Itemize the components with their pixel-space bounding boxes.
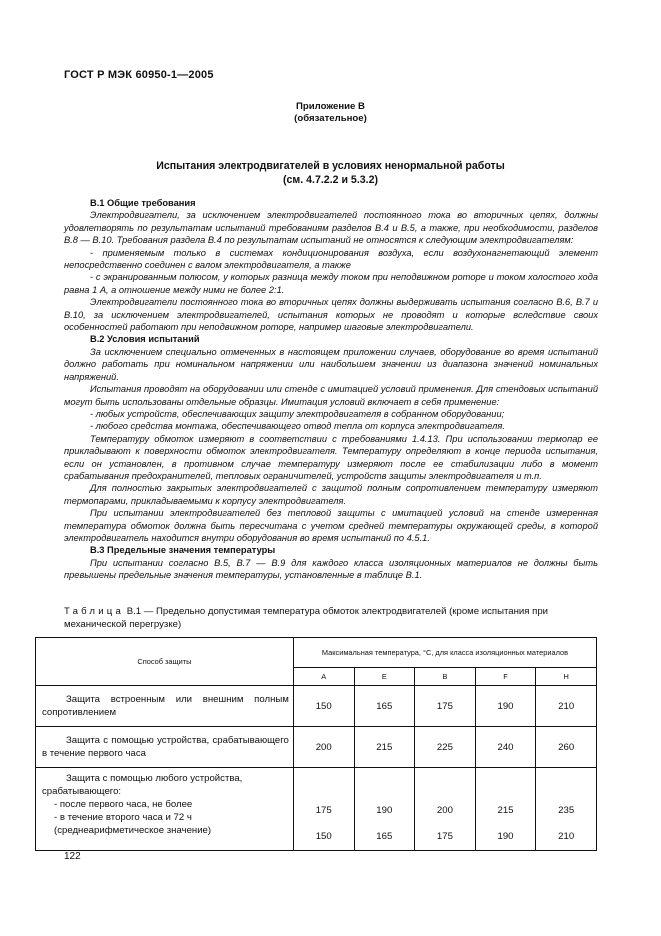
- table-caption-label: Таблица: [64, 606, 125, 617]
- appendix-title: Приложение В: [296, 101, 365, 112]
- table-cell: [475, 768, 536, 851]
- table-cell: [354, 768, 415, 851]
- paragraph: Испытания проводят на оборудовании или стенде с имитацией условий применения. Для стендовых испытаний могут быть использованы отдельные образцы. Имитация условий включает в себя применение:: [64, 384, 598, 407]
- table-cell: 210: [536, 686, 597, 727]
- cell-value: 215: [497, 805, 514, 816]
- cell-value: 175: [436, 831, 453, 842]
- paragraph: Для полностью закрытых электродвигателей с защитой полным сопротивлением температуру измеряют термопарами, прикладываемыми к корпусу электродвигателя.: [64, 483, 598, 506]
- list-item: - любых устройств, обеспечивающих защиту электродвигателя в собранном оборудовании;: [90, 408, 505, 419]
- header-method: Способ защиты: [36, 638, 294, 686]
- row-label: Защита встроенным или внешним полным сопротивлением: [36, 686, 294, 727]
- section-heading-b3: В.3 Предельные значения температуры: [90, 545, 276, 556]
- page-number: 122: [64, 851, 81, 862]
- appendix-subtitle: (обязательное): [294, 113, 367, 124]
- table-row: [36, 768, 597, 851]
- row-label: Защита с помощью устройства, срабатывающего в течение первого часа: [36, 727, 294, 768]
- paragraph: Температуру обмоток измеряют в соответствии с требованиями 1.4.13. При использовании термопар ее прикладывают к поверхности обмоток электродвигателя. Температуру определяют в конце периода испытания, если он установлен, в противном случае температуру измеряют после ее стабилизации либо в момент срабатывания предохранителей, тепловых ограничителей, устройств защиты электродвигателя и т.п.: [64, 433, 598, 481]
- row-label: Защита с помощью любого устройства, срабатывающего:: [42, 773, 243, 797]
- cell-value: 175: [315, 805, 332, 816]
- table-caption-text: В.1 — Предельно допустимая температура обмоток электродвигателей (кроме испытания при механической перегрузке): [64, 606, 549, 630]
- table-cell: 190: [475, 686, 536, 727]
- section-heading-b2: В.2 Условия испытаний: [90, 334, 200, 345]
- row-label-multi: [36, 768, 294, 851]
- table-row: [36, 727, 597, 768]
- list-item: - с экранированным полюсом, у которых разница между током при неподвижном роторе и током холостого хода равна 1 А, а отношение между ними не более 2:1.: [64, 272, 598, 295]
- table-cell: [293, 768, 354, 851]
- temperature-table: [35, 637, 597, 851]
- table-cell: 260: [536, 727, 597, 768]
- table-cell: 165: [354, 686, 415, 727]
- table-cell: 200: [293, 727, 354, 768]
- paragraph: За исключением специально отмеченных в настоящем приложении случаев, оборудование во время испытаний должно работать при номинальном напряжении или наибольшем значении из диапазона значений номинальных напряжений.: [64, 346, 598, 382]
- cell-value: 190: [497, 831, 514, 842]
- body-text: [64, 197, 598, 582]
- table-cell: [415, 768, 476, 851]
- class-header: Н: [536, 668, 597, 686]
- main-title-line2: (см. 4.7.2.2 и 5.3.2): [282, 174, 379, 186]
- class-header: А: [293, 668, 354, 686]
- class-header: F: [475, 668, 536, 686]
- table-cell: 215: [354, 727, 415, 768]
- list-item: - применяемым только в системах кондиционирования воздуха, если воздухонагнетающий элемент непосредственно соединен с валом электродвигателя, а также: [64, 247, 598, 271]
- list-item: - любого средства монтажа, обеспечивающего отвод тепла от корпуса электродвигателя.: [90, 421, 505, 432]
- row-sublabel: - после первого часа, не более: [54, 799, 193, 810]
- cell-value: 210: [558, 831, 575, 842]
- table-caption: [64, 606, 602, 631]
- table-cell: 150: [293, 686, 354, 727]
- paragraph: При испытании электродвигателей без тепловой защиты с имитацией условий на стенде измеренная температура обмоток должна быть пересчитана с учетом средней температуры окружающей среды, в которой электродвигатель находится внутри оборудования во время испытаний по 4.5.1.: [64, 508, 598, 543]
- table-cell: [536, 768, 597, 851]
- paragraph: Электродвигатели, за исключением электродвигателей постоянного тока во вторичных цепях, должны удовлетворять по результатам испытаний требованиям разделов В.4 и В.5, а также, при необходимости, разделов В.8 — В.10. Требования раздела В.4 по результатам испытаний не относятся к следующим электродвигателям:: [64, 210, 598, 246]
- document-header: ГОСТ Р МЭК 60950-1—2005: [64, 69, 214, 81]
- main-title-line1: Испытания электродвигателей в условиях ненормальной работы: [156, 160, 505, 172]
- class-header: В: [415, 668, 476, 686]
- table-cell: 225: [415, 727, 476, 768]
- cell-value: 165: [376, 831, 393, 842]
- section-heading-b1: В.1 Общие требования: [90, 198, 196, 208]
- table-cell: 175: [415, 686, 476, 727]
- paragraph: При испытании согласно В.5, В.7 — В.9 для каждого класса изоляционных материалов не должны быть превышены предельные значения температуры, установленные в таблице В.1.: [64, 557, 598, 581]
- table-header-row: [36, 638, 597, 668]
- class-header: Е: [354, 668, 415, 686]
- row-sublabel: - в течение второго часа и 72 ч (среднеарифметическое значение): [54, 812, 212, 836]
- table-cell: 240: [475, 727, 536, 768]
- header-max-temp: Максимальная температура, °С, для класса изоляционных материалов: [293, 638, 596, 668]
- cell-value: 190: [376, 805, 393, 816]
- cell-value: 200: [436, 805, 453, 816]
- table-row: [36, 686, 597, 727]
- cell-value: 150: [315, 831, 332, 842]
- paragraph: Электродвигатели постоянного тока во вторичных цепях должны выдерживать испытания согласно В.6, В.7 и В.10, за исключением электродвигателей, испытания которых не проводят и которые вследствие своих особенностей работают при неподвижном роторе, например шаговые электродвигатели.: [64, 297, 598, 333]
- cell-value: 235: [558, 805, 575, 816]
